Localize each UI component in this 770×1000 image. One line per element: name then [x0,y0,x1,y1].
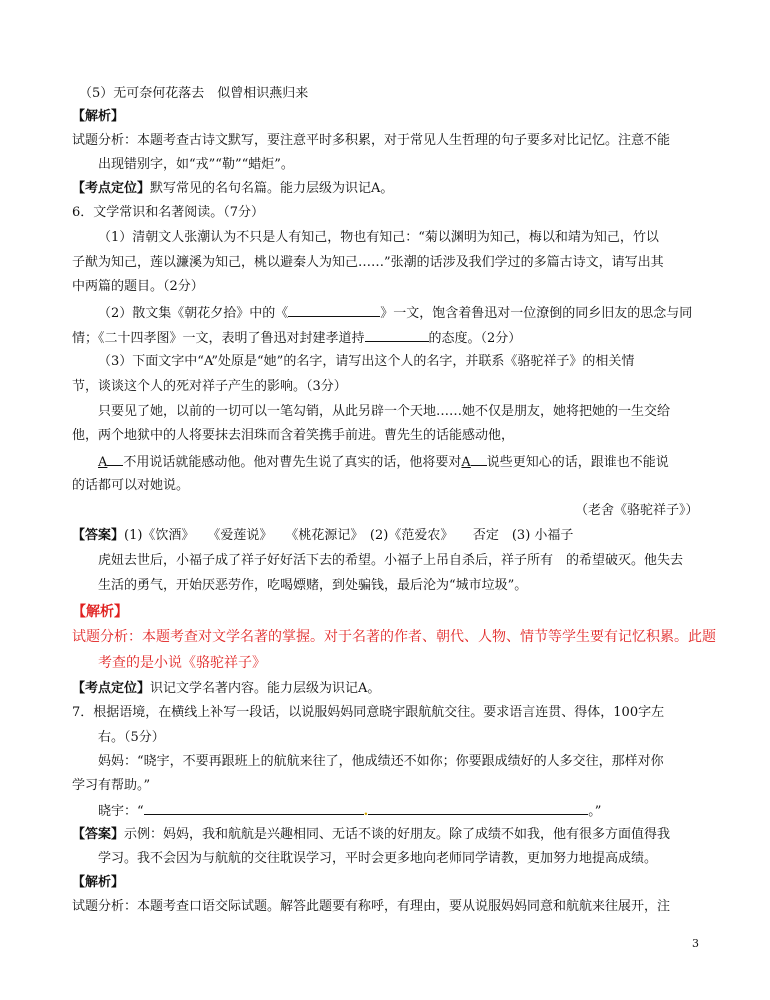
question-7-title: 7．根据语境，在横线上补写一段话，以说服妈妈同意晓宇跟航航交往。要求语言连贯、得体，100字左 [72,705,665,720]
blank-a-2: A [461,455,471,470]
dialogue-xiaoyu-line [98,802,601,820]
analysis-red-text: 试题分析：本题考查对文学名著的掌握。对于名著的作者、朝代、人物、情节等学生要有记忆积累。此题 [72,629,716,645]
q6-part2-line2 [72,329,521,347]
answer-tag: 【答案】 [72,528,125,543]
passage-text: 不用说话就能感动他。他对曹先生说了真实的话，他将要对 [123,455,462,470]
key-point-text: 默写常见的名句名篇。能力层级为识记A。 [150,181,394,196]
key-point-tag: 【考点定位】 [72,681,151,696]
passage-line2: 他，两个地狱中的人将要抹去泪珠而含着笑携手前进。曹先生的话能感动他， [72,428,515,443]
passage-line1: 只要见了她，以前的一切可以一笔勾销，从此另辟一个天地……她不仅是朋友，她将把她的一生交给 [98,404,671,419]
blank-line [471,453,487,466]
key-point-text: 识记文学名著内容。能力层级为识记A。 [150,681,381,696]
answer-line-5: （5）无可奈何花落去 似曾相识燕归来 [79,86,309,101]
q6-part3-line2: 节，谈谈这个人的死对祥子产生的影响。（3分） [72,379,347,394]
q6-part3-line1: （3）下面文字中“A”处原是“她”的名字，请写出这个人的名字，并联系《骆驼祥子》的相关情 [98,354,635,369]
xiaoyu-close-quote: 。” [588,804,602,819]
blank-line [365,329,429,342]
q6-part2-text-a: （2）散文集《朝花夕拾》中的《 [98,306,289,321]
analysis-red-text-cont: 考查的是小说《骆驼祥子》 [98,655,266,671]
page-number: 3 [692,937,699,950]
q6-part2-text-d: 的态度。（2分） [428,331,522,346]
key-point-tag: 【考点定位】 [72,181,151,196]
analysis-heading-red: 【解析】 [72,604,128,620]
blank-line [368,802,588,815]
passage-source: （老舍《骆驼祥子》） [575,503,699,518]
analysis-heading: 【解析】 [72,109,125,124]
answer-6-line3: 生活的勇气，开始厌恶劳作，吃喝嫖赌，到处骗钱，最后沦为“城市垃圾”。 [98,578,528,593]
answer-7-line [72,827,670,843]
passage-line3 [98,453,669,471]
blank-line [288,304,380,317]
dialogue-mom-line1: 妈妈：“晓宇，不要再跟班上的航航来往了，他成绩还不如你；你要跟成绩好的人多交往，那样对你 [98,754,664,769]
question-7-cont: 右。（5分） [98,730,165,745]
q6-part2-text-c: 情；《二十四孝图》一文，表明了鲁迅对封建孝道持 [72,331,365,346]
answer-tag: 【答案】 [72,827,125,842]
analysis-text-cont: 出现错别字，如“戎”“勒”“蜡炬”。 [98,157,294,172]
dialogue-mom-line2: 学习有帮助。” [72,778,151,793]
answer-6-line2: 虎妞去世后，小福子成了祥子好好活下去的希望。小福子上吊自杀后，祥子所有 的希望破灭。他失去 [98,553,684,568]
q6-part2-text-b: 》一文，饱含着鲁迅对一位潦倒的同乡旧友的思念与同 [380,306,693,321]
q6-part1-line1: （1）清朝文人张潮认为不只是人有知己，物也有知己：“菊以渊明为知己，梅以和靖为知己，竹以 [98,230,659,245]
key-point-line-2 [72,681,380,697]
passage-text-end: 说些更知心的话，跟谁也不能说 [486,455,669,470]
passage-line4: 的话都可以对她说。 [72,478,190,493]
xiaoyu-label: 晓宇：“ [98,804,144,819]
question-6-title: 6．文学常识和名著阅读。（7分） [72,205,265,220]
answer-text: (1)《饮酒》 《爱莲说》 《桃花源记》 (2)《范爱农》 否定 (3) 小福子 [124,528,574,543]
q6-part1-line2: 子猷为知己，莲以濂溪为知己，桃以避秦人为知己……”张潮的话涉及我们学过的多篇古诗文，请写出其 [72,255,664,270]
blank-a-1: A [98,455,108,470]
marker-dot: . [363,804,369,819]
answer-7-line2: 学习。我不会因为与航航的交往耽误学习，平时会更多地向老师同学请教，更加努力地提高成绩。 [98,851,658,866]
blank-line [144,802,364,815]
analysis-heading-3: 【解析】 [72,875,125,890]
answer-text: 示例：妈妈，我和航航是兴趣相同、无话不谈的好朋友。除了成绩不如我，他有很多方面值得我 [124,827,671,842]
q6-part1-line3: 中两篇的题目。（2分） [72,279,204,294]
q6-part2-line1 [98,304,692,322]
key-point-line [72,181,393,197]
analysis-text: 试题分析：本题考查古诗文默写，要注意平时多积累，对于常见人生哲理的句子要多对比记忆。注意不能 [72,133,671,148]
answer-6-line [72,528,573,544]
analysis-text-3: 试题分析：本题考查口语交际试题。解答此题要有称呼，有理由，要从说服妈妈同意和航航来往展开，注 [72,899,671,914]
blank-line [107,453,123,466]
